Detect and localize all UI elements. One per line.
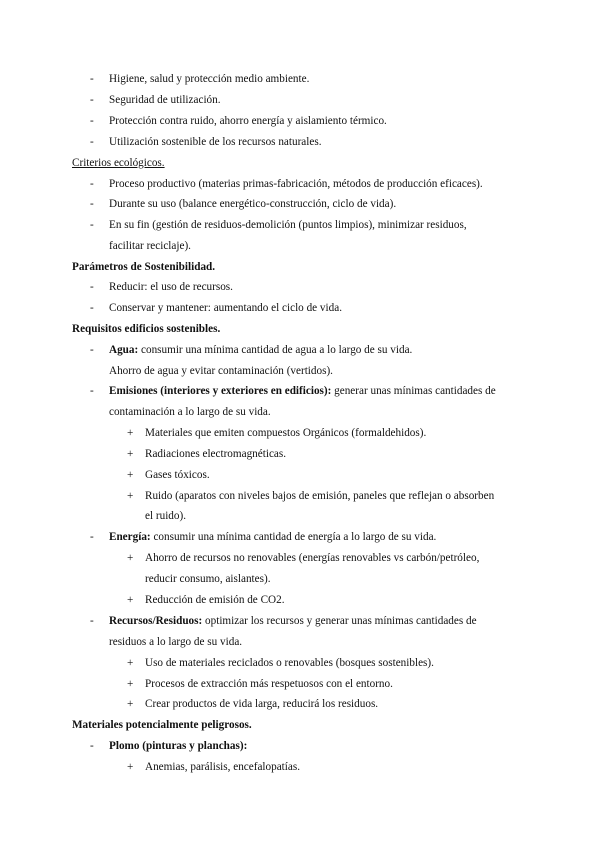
dash-bullet: - — [90, 531, 94, 543]
list-item: Proceso productivo (materias primas-fabricación, métodos de producción eficaces). — [109, 178, 483, 190]
sub-list-item: Crear productos de vida larga, reducirá los residuos. — [145, 698, 379, 710]
plus-bullet: + — [127, 552, 134, 564]
dash-bullet: - — [90, 385, 94, 397]
list-item: Higiene, salud y protección medio ambiente. — [109, 73, 310, 85]
list-item: Conservar y mantener: aumentando el ciclo de vida. — [109, 302, 342, 314]
dash-bullet: - — [90, 178, 94, 190]
list-item-emisiones — [109, 384, 496, 398]
plus-bullet: + — [127, 678, 134, 690]
list-item: Protección contra ruido, ahorro energía y aislamiento térmico. — [109, 115, 387, 127]
plus-bullet: + — [127, 594, 134, 606]
dash-bullet: - — [90, 344, 94, 356]
list-item: Durante su uso (balance energético-construcción, ciclo de vida). — [109, 198, 397, 210]
dash-bullet: - — [90, 198, 94, 210]
list-item: Seguridad de utilización. — [109, 94, 221, 106]
list-item-continuation: Ahorro de agua y evitar contaminación (vertidos). — [109, 365, 333, 377]
sub-list-item: Materiales que emiten compuestos Orgánicos (formaldehidos). — [145, 427, 427, 439]
plus-bullet: + — [127, 698, 134, 710]
sub-list-item: Reducción de emisión de CO2. — [145, 594, 285, 606]
plus-bullet: + — [127, 490, 134, 502]
sub-list-item: Ruido (aparatos con niveles bajos de emisión, paneles que reflejan o absorben — [145, 490, 495, 502]
list-item: Utilización sostenible de los recursos naturales. — [109, 136, 322, 148]
dash-bullet: - — [90, 281, 94, 293]
dash-bullet: - — [90, 136, 94, 148]
list-item-continuation: contaminación a lo largo de su vida. — [109, 406, 271, 418]
list-item: Reducir: el uso de recursos. — [109, 281, 233, 293]
sub-list-item: Procesos de extracción más respetuosos con el entorno. — [145, 678, 393, 690]
dash-bullet: - — [90, 115, 94, 127]
list-item-plomo: Plomo (pinturas y planchas): — [109, 740, 248, 752]
energia-label: Energía: — [109, 531, 151, 543]
plus-bullet: + — [127, 657, 134, 669]
sub-list-item: Radiaciones electromagnéticas. — [145, 448, 287, 460]
section-heading-criterios: Criterios ecológicos. — [72, 157, 165, 169]
sub-list-item-continuation: el ruido). — [145, 510, 187, 522]
plus-bullet: + — [127, 448, 134, 460]
list-item-agua — [109, 343, 412, 357]
energia-text: consumir una mínima cantidad de energía a lo largo de su vida. — [150, 531, 437, 543]
sub-list-item: Uso de materiales reciclados o renovables (bosques sostenibles). — [145, 657, 434, 669]
plus-bullet: + — [127, 469, 134, 481]
sub-list-item: Ahorro de recursos no renovables (energías renovables vs carbón/petróleo, — [145, 552, 480, 564]
dash-bullet: - — [90, 94, 94, 106]
recursos-label: Recursos/Residuos: — [109, 615, 203, 627]
sub-list-item-continuation: reducir consumo, aislantes). — [145, 573, 271, 585]
emisiones-label: Emisiones (interiores y exteriores en edificios): — [109, 385, 332, 397]
list-item-continuation: facilitar reciclaje). — [109, 240, 191, 252]
list-item: En su fin (gestión de residuos-demolición (puntos limpios), minimizar residuos, — [109, 219, 467, 231]
list-item-energia — [109, 530, 436, 544]
sub-list-item: Gases tóxicos. — [145, 469, 210, 481]
section-heading-parametros: Parámetros de Sostenibilidad. — [72, 261, 216, 273]
dash-bullet: - — [90, 219, 94, 231]
list-item-recursos — [109, 614, 477, 628]
list-item-continuation: residuos a lo largo de su vida. — [109, 636, 243, 648]
sub-list-item: Anemias, parálisis, encefalopatías. — [145, 761, 301, 773]
recursos-text: optimizar los recursos y generar unas mínimas cantidades de — [202, 615, 477, 627]
plus-bullet: + — [127, 427, 134, 439]
agua-label: Agua: — [109, 344, 139, 356]
section-heading-requisitos: Requisitos edificios sostenibles. — [72, 323, 221, 335]
dash-bullet: - — [90, 615, 94, 627]
dash-bullet: - — [90, 73, 94, 85]
emisiones-text: generar unas mínimas cantidades de — [331, 385, 496, 397]
dash-bullet: - — [90, 740, 94, 752]
section-heading-materiales: Materiales potencialmente peligrosos. — [72, 719, 252, 731]
plus-bullet: + — [127, 761, 134, 773]
dash-bullet: - — [90, 302, 94, 314]
agua-text: consumir una mínima cantidad de agua a lo largo de su vida. — [138, 344, 413, 356]
